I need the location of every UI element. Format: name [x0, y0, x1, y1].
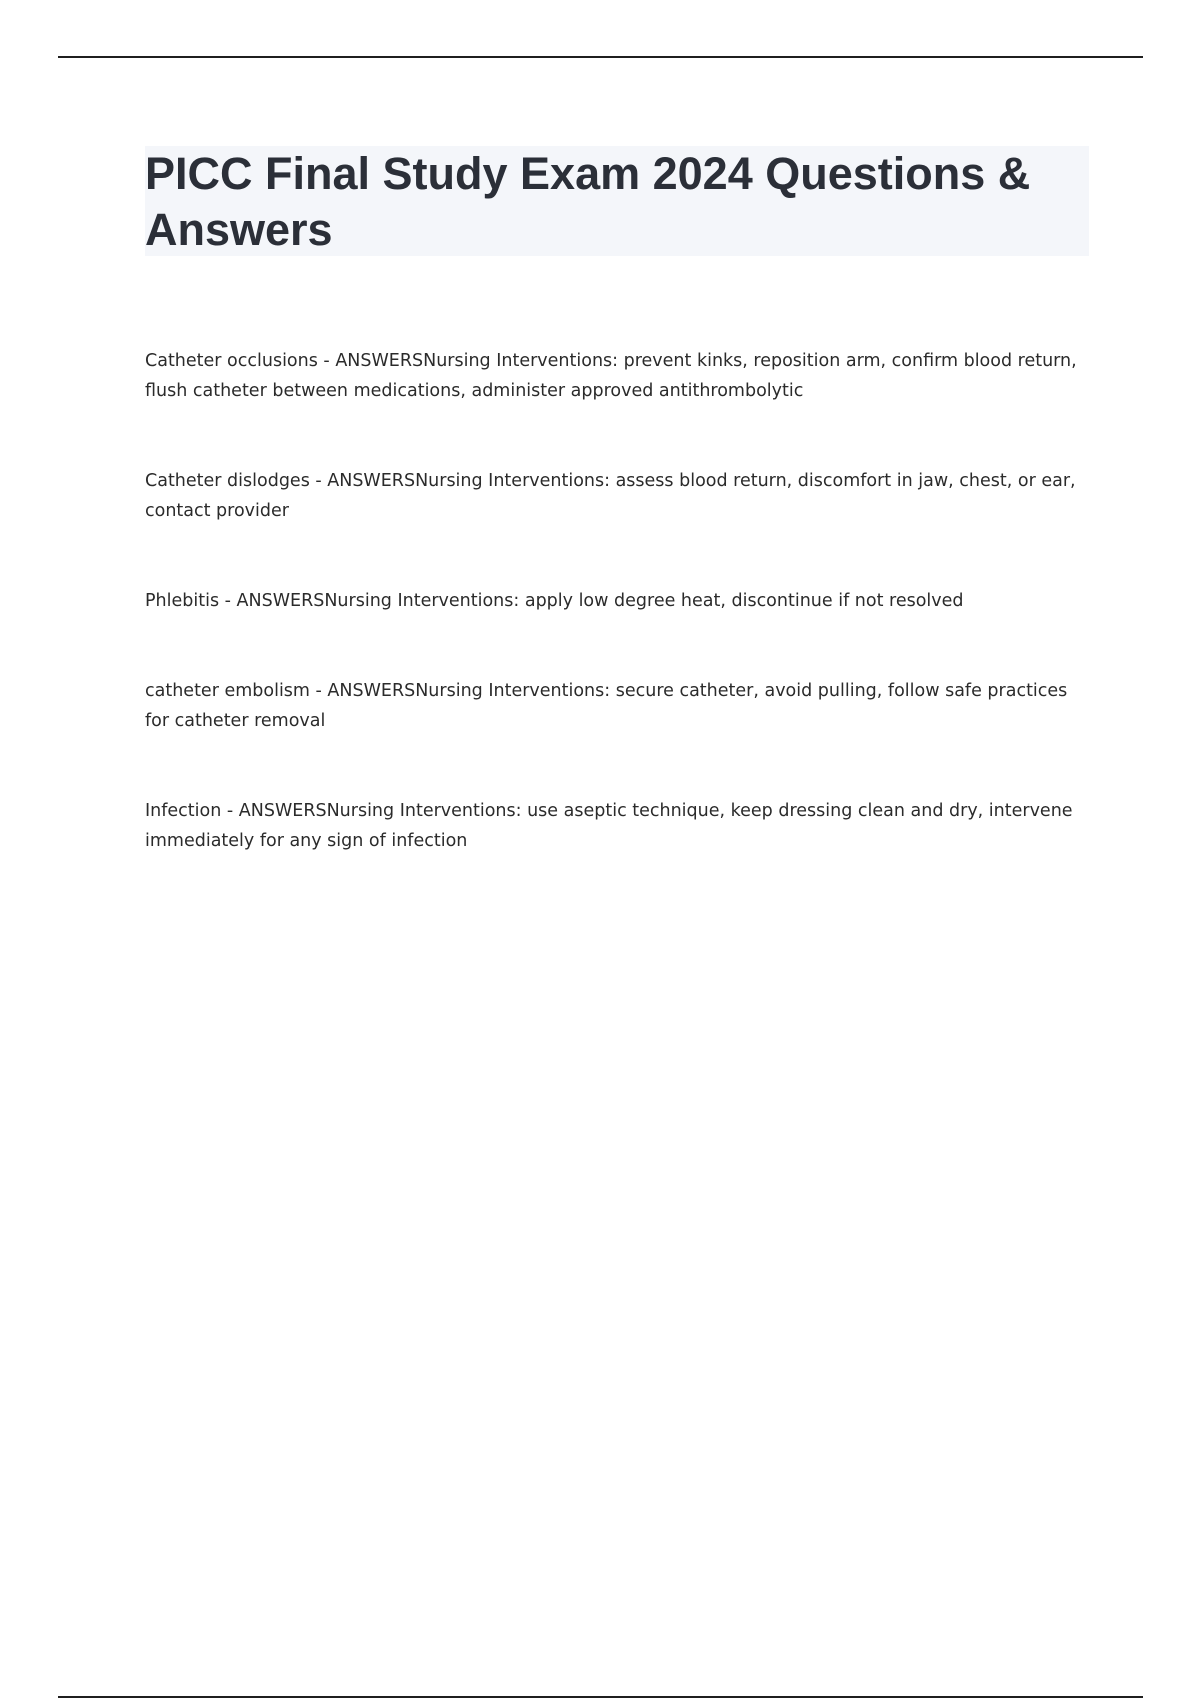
qa-answer: ANSWERSNursing Interventions: secure catheter, avoid pulling, follow safe practices for catheter removal: [145, 681, 1068, 731]
qa-term: Catheter dislodges: [145, 471, 310, 491]
qa-answer: ANSWERSNursing Interventions: assess blood return, discomfort in jaw, chest, or ear, contact provider: [145, 471, 1076, 521]
qa-term: catheter embolism: [145, 681, 310, 701]
qa-item: [145, 796, 1085, 856]
document-title: PICC Final Study Exam 2024 Questions & Answers: [145, 148, 1031, 255]
qa-answer: ANSWERSNursing Interventions: apply low degree heat, discontinue if not resolved: [236, 591, 964, 611]
qa-answer: ANSWERSNursing Interventions: prevent kinks, reposition arm, confirm blood return, flush catheter between medications, administer approved antithrombolytic: [145, 351, 1077, 401]
qa-list: [145, 346, 1090, 856]
qa-item: [145, 586, 1085, 616]
qa-separator: -: [309, 681, 328, 701]
qa-term: Phlebitis: [145, 591, 220, 611]
header-rule: [58, 56, 1143, 58]
qa-separator: -: [317, 351, 336, 371]
footer-rule: [58, 1696, 1143, 1698]
document-body: [145, 146, 1090, 916]
qa-separator: -: [219, 591, 237, 611]
qa-answer: ANSWERSNursing Interventions: use aseptic technique, keep dressing clean and dry, intervene immediately for any sign of infection: [145, 801, 1073, 851]
qa-term: Catheter occlusions: [145, 351, 318, 371]
title-banner: [145, 146, 1089, 256]
qa-term: Infection: [145, 801, 222, 821]
qa-item: [145, 346, 1085, 406]
qa-item: [145, 676, 1085, 736]
qa-item: [145, 466, 1085, 526]
qa-separator: -: [221, 801, 239, 821]
qa-separator: -: [309, 471, 328, 491]
